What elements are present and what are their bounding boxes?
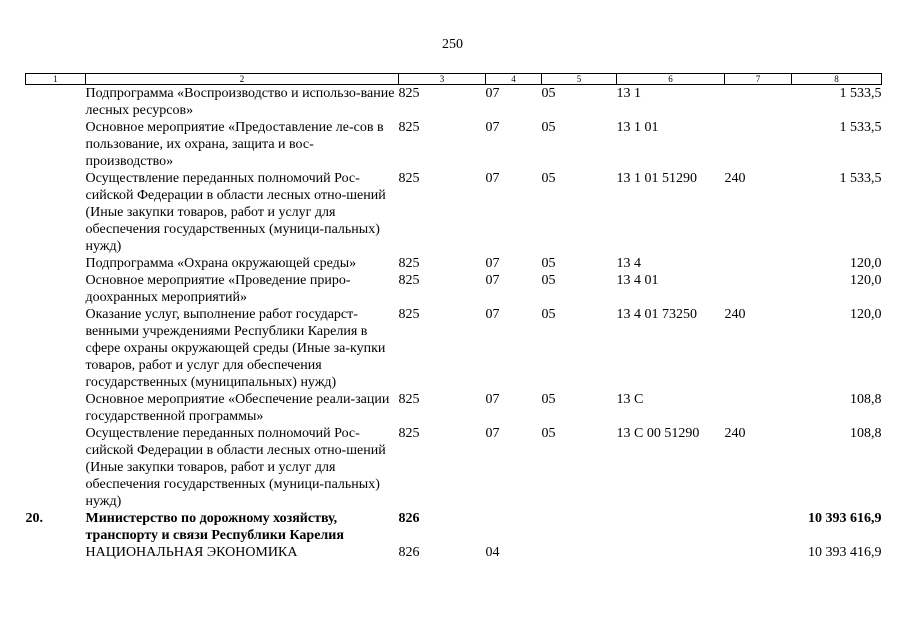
section-code-cell: 07 [485, 273, 500, 288]
ministry-code-cell: 825 [398, 273, 420, 288]
section-code-cell: 07 [485, 392, 500, 407]
amount-cell: 10 393 416,9 [808, 545, 882, 560]
table-row [26, 170, 882, 255]
expense-type-cell [725, 272, 792, 306]
expense-type-cell: 240 [724, 426, 746, 441]
amount-cell: 1 533,5 [839, 171, 882, 186]
column-header: 7 [725, 74, 792, 85]
row-number-cell [26, 425, 86, 510]
table-row [26, 544, 882, 561]
expenditure-name-cell: Осуществление переданных полномочий Рос-сийской Федерации в области лесных отно-шений (Иные закупки товаров, работ и услуг для обеспечения государственных (муници-пальных) нужд) [85, 171, 386, 254]
expenditure-name-cell: Основное мероприятие «Предоставление ле-сов в пользование, их охрана, защита и вос-производство» [85, 120, 384, 169]
subsection-code-cell: 05 [541, 273, 556, 288]
row-number-cell [26, 544, 86, 561]
expense-type-cell [725, 255, 792, 272]
section-code-cell: 07 [485, 86, 500, 101]
table-row [26, 119, 882, 170]
target-article-cell [617, 510, 725, 544]
row-number-cell [26, 170, 86, 255]
budget-table [25, 73, 882, 561]
expenditure-name-cell: Осуществление переданных полномочий Рос-сийской Федерации в области лесных отно-шений (Иные закупки товаров, работ и услуг для обеспечения государственных (муници-пальных) нужд) [85, 426, 386, 509]
section-code-cell: 07 [485, 171, 500, 186]
amount-cell: 120,0 [850, 307, 882, 322]
column-number-header-row [26, 74, 882, 85]
expenditure-name-cell: Основное мероприятие «Проведение приро-доохранных мероприятий» [85, 273, 351, 305]
expenditure-name-cell: Подпрограмма «Охрана окружающей среды» [85, 256, 357, 271]
ministry-code-cell: 825 [398, 392, 420, 407]
target-article-cell: 13 4 01 73250 [616, 307, 697, 322]
column-header: 4 [486, 74, 542, 85]
amount-cell: 120,0 [850, 273, 882, 288]
expense-type-cell [725, 544, 792, 561]
column-header: 6 [617, 74, 725, 85]
table-row [26, 85, 882, 120]
subsection-code-cell: 05 [541, 426, 556, 441]
ministry-code-cell: 825 [398, 171, 420, 186]
subsection-code-cell: 05 [541, 392, 556, 407]
expenditure-name-cell: Министерство по дорожному хозяйству, транспорту и связи Республики Карелия [85, 511, 344, 543]
target-article-cell: 13 4 [616, 256, 641, 271]
row-number-cell [26, 391, 86, 425]
column-header: 3 [399, 74, 486, 85]
subsection-code-cell: 05 [541, 307, 556, 322]
section-code-cell: 07 [485, 426, 500, 441]
column-header: 8 [792, 74, 882, 85]
row-number-cell [26, 306, 86, 391]
row-number-cell: 20. [25, 511, 43, 526]
subsection-code-cell: 05 [541, 171, 556, 186]
amount-cell: 108,8 [850, 392, 882, 407]
row-number-cell [26, 85, 86, 120]
expenditure-name-cell: Подпрограмма «Воспроизводство и использо-вание лесных ресурсов» [85, 86, 395, 118]
amount-cell: 108,8 [850, 426, 882, 441]
ministry-code-cell: 825 [398, 256, 420, 271]
target-article-cell: 13 1 01 [616, 120, 659, 135]
expense-type-cell: 240 [724, 171, 746, 186]
ministry-code-cell: 826 [398, 545, 420, 560]
target-article-cell: 13 С [616, 392, 644, 407]
expense-type-cell [725, 85, 792, 120]
section-code-cell: 04 [485, 545, 500, 560]
row-number-cell [26, 272, 86, 306]
row-number-cell [26, 255, 86, 272]
table-row [26, 510, 882, 544]
target-article-cell: 13 1 [616, 86, 641, 101]
subsection-code-cell: 05 [541, 256, 556, 271]
row-number-cell [26, 119, 86, 170]
column-header: 1 [26, 74, 86, 85]
ministry-code-cell: 825 [398, 120, 420, 135]
amount-cell: 10 393 616,9 [808, 511, 882, 526]
expenditure-name-cell: Оказание услуг, выполнение работ государст-венными учреждениями Республики Карелия в сфере охраны окружающей среды (Иные за-купки товаров, работ и услуг для обеспечения государственных (муниципальных) нужд) [85, 307, 386, 390]
target-article-cell [617, 544, 725, 561]
expense-type-cell [725, 391, 792, 425]
section-code-cell: 07 [485, 307, 500, 322]
table-row [26, 391, 882, 425]
section-code-cell [486, 510, 542, 544]
target-article-cell: 13 1 01 51290 [616, 171, 697, 186]
target-article-cell: 13 С 00 51290 [616, 426, 700, 441]
subsection-code-cell [542, 544, 617, 561]
table-row [26, 425, 882, 510]
subsection-code-cell: 05 [541, 86, 556, 101]
expenditure-name-cell: Основное мероприятие «Обеспечение реали-зации государственной программы» [85, 392, 390, 424]
ministry-code-cell: 825 [398, 86, 420, 101]
ministry-code-cell: 825 [398, 307, 420, 322]
expense-type-cell [725, 510, 792, 544]
amount-cell: 1 533,5 [839, 86, 882, 101]
amount-cell: 1 533,5 [839, 120, 882, 135]
section-code-cell: 07 [485, 256, 500, 271]
table-row [26, 272, 882, 306]
section-code-cell: 07 [485, 120, 500, 135]
target-article-cell: 13 4 01 [616, 273, 659, 288]
subsection-code-cell: 05 [541, 120, 556, 135]
ministry-code-cell: 826 [398, 511, 420, 526]
amount-cell: 120,0 [850, 256, 882, 271]
column-header: 5 [542, 74, 617, 85]
table-row [26, 255, 882, 272]
table-row [26, 306, 882, 391]
expense-type-cell [725, 119, 792, 170]
ministry-code-cell: 825 [398, 426, 420, 441]
subsection-code-cell [542, 510, 617, 544]
expenditure-name-cell: НАЦИОНАЛЬНАЯ ЭКОНОМИКА [85, 545, 298, 560]
page-number: 250 [442, 37, 463, 52]
expense-type-cell: 240 [724, 307, 746, 322]
column-header: 2 [86, 74, 399, 85]
